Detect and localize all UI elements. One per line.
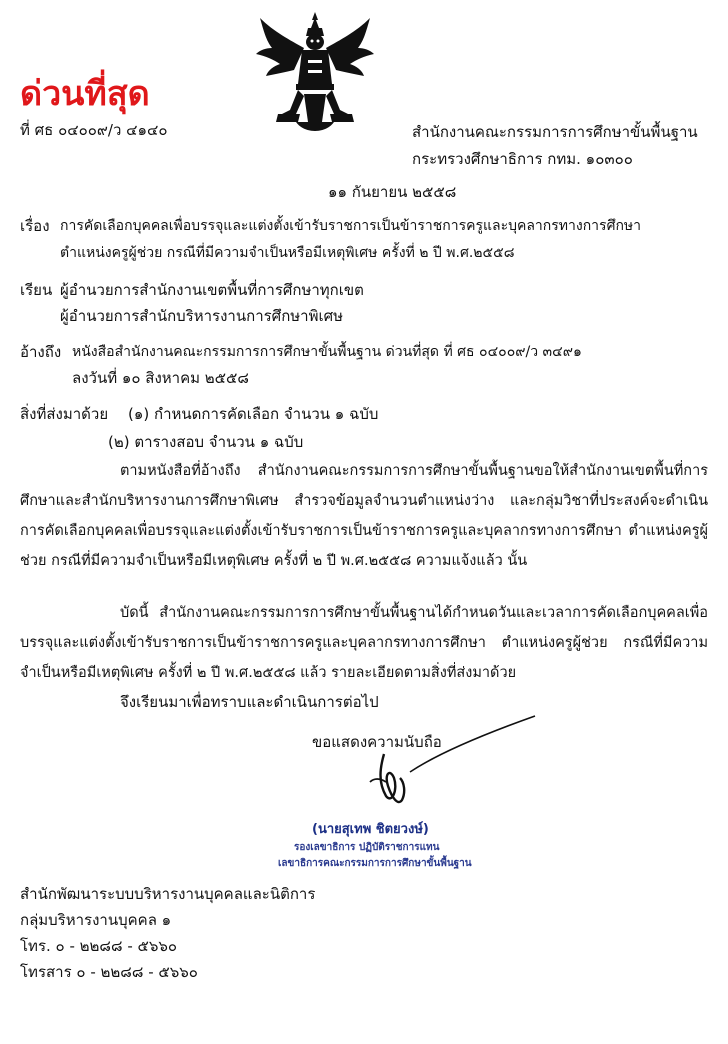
reference-label: อ้างถึง (20, 343, 62, 361)
handwritten-signature-icon (340, 712, 540, 812)
footer-phone: โทร. ๐ - ๒๒๘๘ - ๕๖๖๐ (20, 937, 178, 955)
subject-label: เรื่อง (20, 217, 50, 235)
enclosure-item-1: (๑) กำหนดการคัดเลือก จำนวน ๑ ฉบับ (128, 405, 379, 423)
reference-number: ที่ ศธ ๐๔๐๐๙/ว ๔๑๔๐ (20, 121, 168, 139)
urgency-stamp: ด่วนที่สุด (20, 74, 150, 114)
footer-group: กลุ่มบริหารงานบุคคล ๑ (20, 911, 172, 929)
letter-date: ๑๑ กันยายน ๒๕๕๘ (328, 183, 457, 201)
subject-line-1: การคัดเลือกบุคคลเพื่อบรรจุและแต่งตั้งเข้ารับราชการเป็นข้าราชการครูและบุคลากรทางการศึกษา (60, 218, 642, 234)
signatory-position-1: รองเลขาธิการ ปฏิบัติราชการแทน (294, 842, 440, 853)
signatory-name: (นายสุเทพ ชิตยวงษ์) (312, 822, 429, 837)
footer-office: สำนักพัฒนาระบบบริหารงานบุคคลและนิติการ (20, 885, 316, 903)
garuda-emblem-icon (252, 10, 378, 136)
body-paragraph-1: ตามหนังสือที่อ้างถึง สำนักงานคณะกรรมการการศึกษาขั้นพื้นฐานขอให้สำนักงานเขตพื้นที่การศึกษาและสำนักบริหารงานการศึกษาพิเศษ สำรวจข้อมูลจำนวนตำแหน่งว่าง และกลุ่มวิชาที่ประสงค์จะดำเนินการคัดเลือกบุคคลเพื่อบรรจุและแต่งตั้งเข้ารับราชการเป็นข้าราชการครูและบุคลากรทางการศึกษา ตำแหน่งครูผู้ช่วย กรณีที่มีความจำเป็นหรือมีเหตุพิเศษ ครั้งที่ ๒ ปี พ.ศ.๒๕๕๘ ความแจ้งแล้ว นั้น (20, 463, 708, 569)
sender-organization: สำนักงานคณะกรรมการการศึกษาขั้นพื้นฐาน (412, 123, 698, 141)
reference-line-1: หนังสือสำนักงานคณะกรรมการการศึกษาขั้นพื้นฐาน ด่วนที่สุด ที่ ศธ ๐๔๐๐๙/ว ๓๔๙๑ (72, 344, 582, 360)
subject-line-2: ตำแหน่งครูผู้ช่วย กรณีที่มีความจำเป็นหรือมีเหตุพิเศษ ครั้งที่ ๒ ปี พ.ศ.๒๕๕๘ (60, 245, 515, 261)
recipient-label: เรียน (20, 281, 53, 299)
body-paragraph-3: จึงเรียนมาเพื่อทราบและดำเนินการต่อไป (120, 693, 379, 711)
recipient-line-1: ผู้อำนวยการสำนักงานเขตพื้นที่การศึกษาทุกเขต (60, 281, 364, 299)
enclosure-item-2: (๒) ตารางสอบ จำนวน ๑ ฉบับ (108, 433, 304, 451)
recipient-line-2: ผู้อำนวยการสำนักบริหารงานการศึกษาพิเศษ (60, 307, 344, 325)
body-paragraph-2: บัดนี้ สำนักงานคณะกรรมการการศึกษาขั้นพื้นฐานได้กำหนดวันและเวลาการคัดเลือกบุคคลเพื่อบรรจุและแต่งตั้งเข้ารับราชการเป็นข้าราชการครูและบุคลากรทางการศึกษา ตำแหน่งครูผู้ช่วย กรณีที่มีความจำเป็นหรือมีเหตุพิเศษ ครั้งที่ ๒ ปี พ.ศ.๒๕๕๘ แล้ว รายละเอียดตามสิ่งที่ส่งมาด้วย (20, 605, 708, 681)
enclosures-label: สิ่งที่ส่งมาด้วย (20, 405, 109, 423)
sender-address: กระทรวงศึกษาธิการ กทม. ๑๐๓๐๐ (412, 150, 633, 168)
signatory-position-2: เลขาธิการคณะกรรมการการศึกษาขั้นพื้นฐาน (278, 858, 472, 869)
reference-line-2: ลงวันที่ ๑๐ สิงหาคม ๒๕๕๘ (72, 369, 249, 387)
footer-fax: โทรสาร ๐ - ๒๒๘๘ - ๕๖๖๐ (20, 963, 198, 981)
closing-salutation: ขอแสดงความนับถือ (312, 733, 442, 751)
